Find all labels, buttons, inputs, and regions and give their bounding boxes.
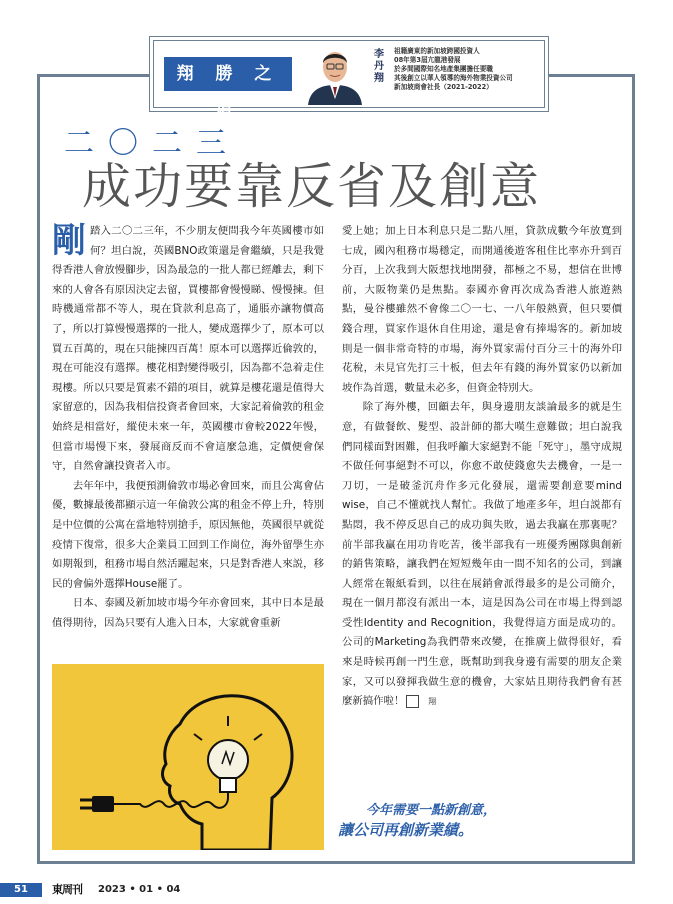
bio-line: 祖籍廣東的新加坡跨國投資人 [394, 47, 480, 55]
paragraph-text: 除了海外樓，回顧去年，與身邊朋友談論最多的就是生意，有做餐飲、髮型、設計師的都大嘆生意難做；坦白說我們同樣面對困難，但我呼籲大家絕對不能「死守」，墨守成規不做任何事絕對不可以，你愈不敢使錢愈失去機會，一是一刀切，一是破釜沉舟作多元化發展，還需要創意要mind wise，自己不懂就找人幫忙。我做了地產多年，坦白説都有點悶，我不停反思自己的成功與失敗，過去我贏在那裏呢？前半部我贏在用功肯吃苦，後半部我有一班優秀團隊與創新的銷售策略，讓我們在短短幾年由一間不知名的公司，到讓人經常在報紙看到，以往在展銷會派得最多的是公司簡介，現在一個月都沒有派出一本，這是因為公司在市場上得到認受性Identity and Recognition，我覺得這方面是成功的。公司的Marketing為我們帶來改變，在推廣上做得很好，看來是時候再創一門生意，既幫助到我身邊有需要的朋友企業家，又可以發揮我做生意的機會，大家姑且期待我們會有甚麼新搞作啦！ [342, 401, 622, 708]
article-column-right [342, 222, 622, 712]
page-number: 51 [0, 883, 42, 897]
paragraph: 愛上她；加上日本利息只是二點八厘，貸款成數今年放寬到七成，國內租務市場穩定，而開通後遊客租住比率亦升到百分百，上次我到大阪想找地開發，都極之不易，想信在世博前，大阪物業仍是焦點。泰國亦會再次成為香港人旅遊熱點，曼谷樓雖然不會像二〇一七、一八年般熱賣，但只要價錢合理，買家作退休自住用途，還是會有捧場客的。新加坡則是一個非常奇特的市場，海外買家需付百分三十的海外印花稅，未見官先打三十板，但去年有錢的海外買家仍以新加坡作為首選，數量未必多，但資金特別大。 [342, 225, 622, 394]
pull-quote-line: 讓公司再創新業績。 [338, 821, 474, 839]
idea-lightbulb-illustration [52, 664, 324, 850]
article-year: 二〇二三 [64, 126, 240, 161]
pull-quote-line: 今年需要一點新創意， [366, 803, 497, 818]
bio-line: 新加坡商會社長（2021-2022） [394, 83, 493, 91]
pull-quote [338, 802, 578, 840]
column-title: 翔 勝 之 道 [164, 57, 292, 91]
issue-date: 2023 • 01 • 04 [98, 884, 181, 895]
article-headline: 成功要靠反省及創意 [82, 158, 542, 215]
bio-line: 於多間國際知名地產集團擔任要職 [394, 65, 493, 73]
bio-line: 其後創立以華人領導的海外物業投資公司 [394, 74, 513, 82]
paragraph [342, 398, 622, 712]
page-footer [0, 883, 200, 904]
paragraph: 去年年中，我便預測倫敦市場必會回來，而且公寓會佔優，數據最後都顯示這一年倫敦公寓的租金不停上升，特別是中位價的公寓在當地特別搶手，原因無他，英國很早就從疫情下復常，很多大企業員工回到工作崗位，海外留學生亦如期報到，租務市場自然活躍起來，只是對香港人來説，移民的會偏外選擇House罷了。 [52, 479, 324, 590]
magazine-logo: 東周刊 [52, 883, 82, 896]
drop-cap: 剛 [52, 221, 86, 261]
end-mark: 翔 [406, 695, 419, 708]
author-name: 李丹翔 [374, 49, 384, 84]
paragraph [52, 222, 324, 477]
paragraph: 日本、泰國及新加坡市場今年亦會回來，其中日本是最值得期待，因為只要有人進入日本，大家就會重新 [52, 597, 324, 629]
paragraph-text: 踏入二〇二三年，不少朋友便問我今年英國樓市如何？坦白說，英國BNO政策還是會繼續，只是我覺得香港人會放慢腳步，因為最急的一批人都已經離去，剩下來的人會各有原因決定去留，買樓都會慢慢睇、慢慢揀。但時機通常都不等人，現在貸款利息高了，通脹亦讓物價高了，所以打算慢慢選擇的一批人，變成選擇少了，原本可以買五百萬的，現在只能揀四百萬！原本可以選擇近倫敦的，現在可能沒有選擇。樓花相對變得吸引，因為都不急着走住現樓。所以只要是質素不錯的項目，就算是樓花還是值得大家留意的，因為我相信投資者會回來，大家記着倫敦的租金始終是相當好，縱使未來一年，英國樓市會較2022年慢，但當市場慢下來，發展商反而不會這麼急進，定價便會保守，自然會讓投資者入市。 [52, 225, 324, 473]
column-header [153, 40, 545, 118]
article-column-left [52, 222, 324, 633]
author-portrait [300, 43, 370, 105]
author-bio [394, 47, 540, 92]
bio-line: 08年第3屆亢龍港發展 [394, 56, 461, 64]
